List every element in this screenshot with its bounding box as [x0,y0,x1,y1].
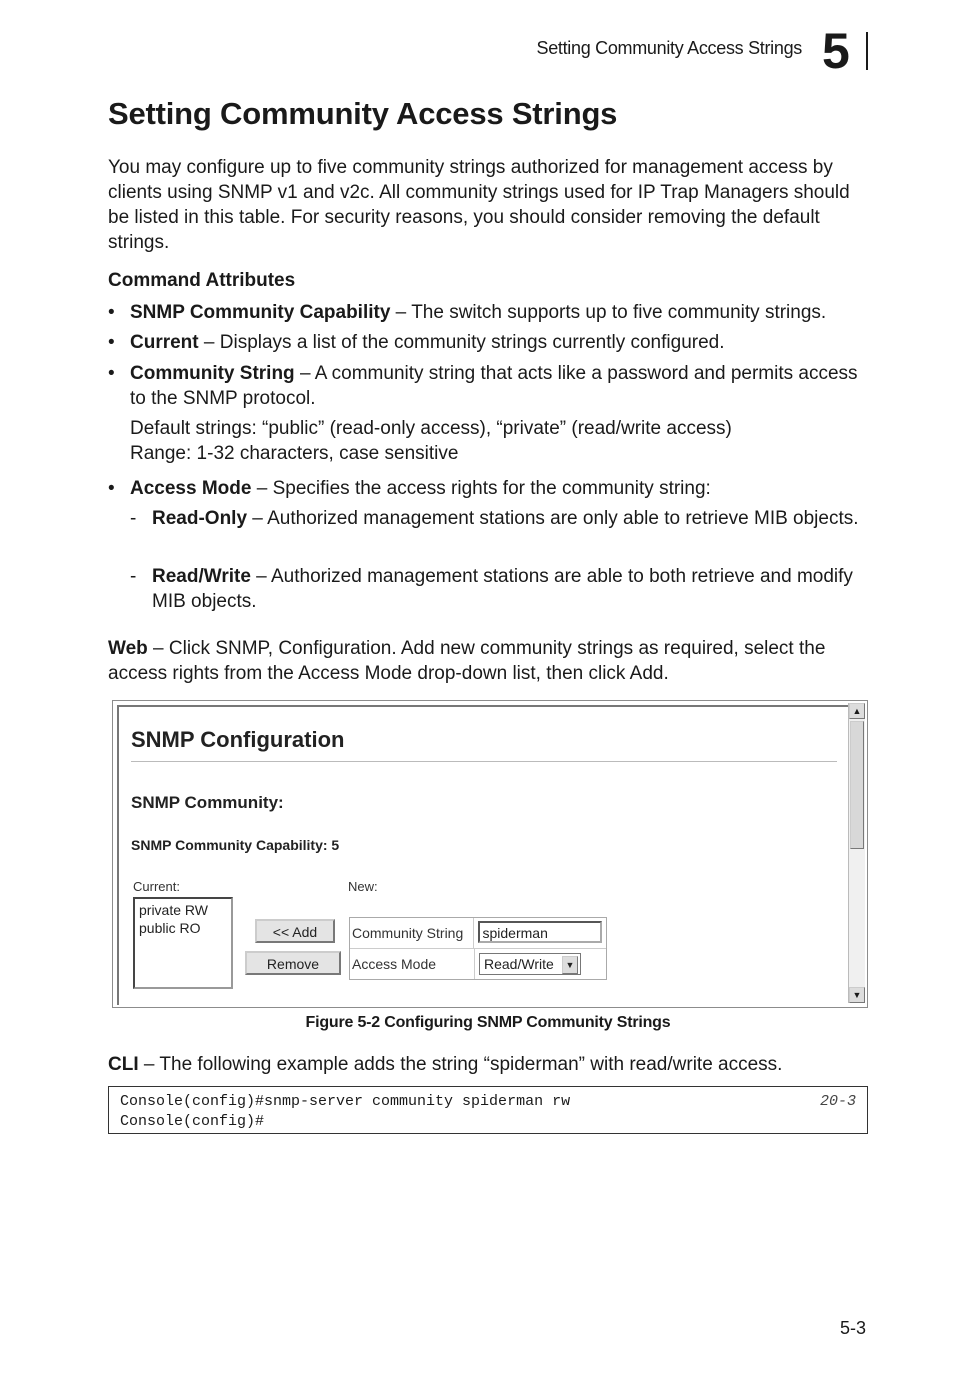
sub-read-write [130,564,870,614]
code-command: Console(config)#snmp-server community spiderman rw [120,1093,571,1110]
bullet-term: Access Mode [130,478,252,499]
list-item[interactable]: private RW [139,902,208,918]
sub-dash: - [130,508,137,529]
bullet-dot: • [108,332,115,353]
community-string-range: Range: 1-32 characters, case sensitive [130,443,459,464]
bullet-term: Community String [130,363,295,384]
bullet-text: – The switch supports up to five community strings. [390,302,827,323]
community-string-defaults: Default strings: “public” (read-only access), “private” (read/write access) [130,418,732,439]
access-mode-select[interactable] [479,953,581,975]
bullet-access-mode [108,476,872,501]
bullet-term: Current [130,332,199,353]
vertical-scrollbar[interactable] [848,703,865,1003]
sub-dash: - [130,566,137,587]
title-divider [131,761,837,762]
access-mode-row [350,949,606,979]
chapter-number: 5 [822,23,850,79]
snmp-configuration-screenshot [112,700,868,1008]
scroll-up-icon[interactable]: ▲ [849,703,865,719]
bullet-term: SNMP Community Capability [130,302,391,323]
bullet-current [108,330,872,355]
access-mode-label: Access Mode [350,949,475,979]
cli-paragraph [108,1052,872,1077]
page-number: 5-3 [839,1318,866,1338]
cli-term: CLI [108,1054,139,1075]
bullet-snmp-community-capability [108,300,872,325]
running-header: Setting Community Access Strings [536,38,802,58]
figure-caption: Figure 5-2 Configuring SNMP Community Strings [305,1014,671,1031]
web-term: Web [108,638,148,659]
screenshot-frame [117,705,849,1005]
chevron-down-icon[interactable]: ▼ [562,956,578,974]
bullet-dot: • [108,363,115,384]
bullet-dot: • [108,478,115,499]
bullet-text: – A community string that acts like a password and permits access to the SNMP protocol. [130,363,858,409]
remove-button[interactable]: Remove [245,951,341,975]
bullet-community-string [108,361,872,411]
new-label: New: [348,879,378,894]
community-string-row [350,918,606,949]
current-community-list[interactable] [133,897,233,989]
web-paragraph [108,636,872,686]
new-community-form [349,917,607,980]
sub-read-only [130,506,870,531]
sub-text: – Authorized management stations are only able to retrieve MIB objects. [247,508,859,529]
intro-paragraph: You may configure up to five community strings authorized for management access by clients using SNMP v1 and v2c. All community strings used for IP Trap Managers should be listed in this table. For security reasons, you should consider removing the default strings. [108,157,850,253]
chapter-rule [866,32,868,70]
page-title: Setting Community Access Strings [108,96,618,131]
scroll-thumb[interactable] [850,721,864,849]
bullet-text: – Displays a list of the community strings currently configured. [198,332,725,353]
add-button[interactable]: << Add [255,919,335,943]
scroll-down-icon[interactable]: ▼ [849,987,865,1003]
sub-term: Read/Write [152,566,251,587]
cli-text: – The following example adds the string “spiderman” with read/write access. [138,1054,783,1075]
code-reference: 20-3 [819,1093,856,1110]
code-line [120,1092,856,1112]
sub-text: – Authorized management stations are able to both retrieve and modify MIB objects. [152,566,853,612]
bullet-text: – Specifies the access rights for the community string: [251,478,711,499]
community-string-label: Community String [350,918,474,948]
list-item[interactable]: public RO [139,920,201,936]
snmp-configuration-title: SNMP Configuration [131,727,345,752]
cli-code-block [108,1086,868,1134]
snmp-community-heading: SNMP Community: [131,793,284,812]
bullet-dot: • [108,302,115,323]
access-mode-value: Read/Write [484,956,554,972]
sub-term: Read-Only [152,508,248,529]
current-label: Current: [133,879,180,894]
command-attributes-heading: Command Attributes [108,270,296,291]
web-text: – Click SNMP, Configuration. Add new community strings as required, select the access rights from the Access Mode drop-down list, then click Add. [108,638,826,684]
community-capability: SNMP Community Capability: 5 [131,837,340,853]
community-string-input[interactable]: spiderman [478,921,602,943]
code-line: Console(config)# [120,1113,265,1130]
